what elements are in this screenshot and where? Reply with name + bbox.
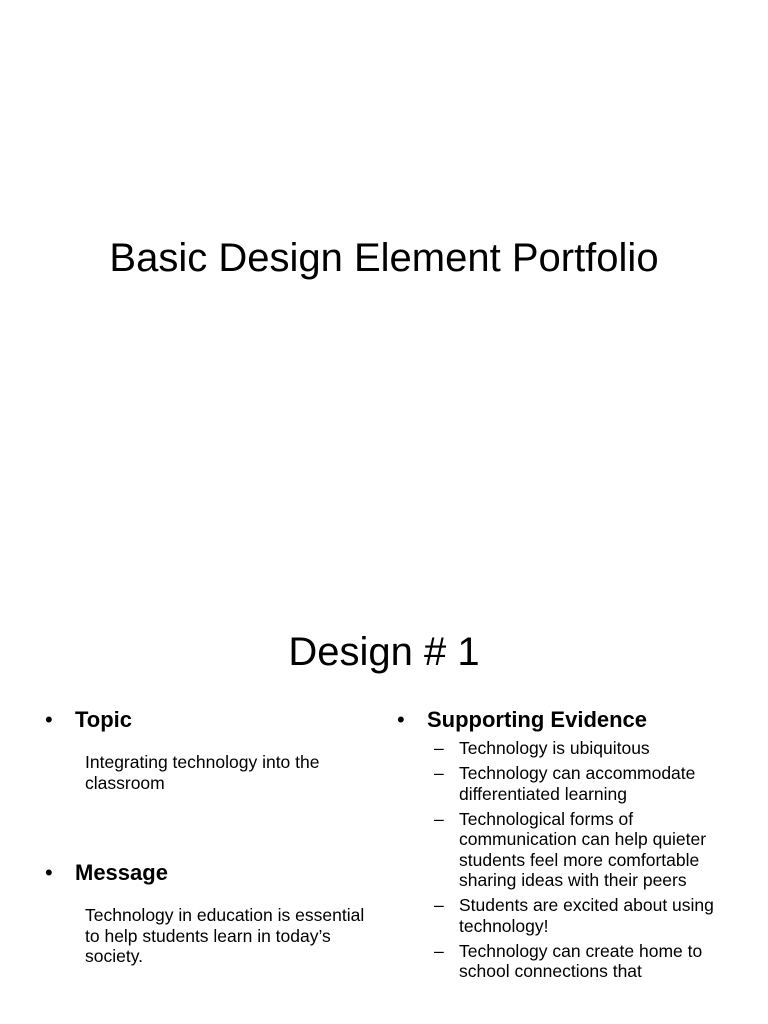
message-bullet [45,859,375,887]
evidence-item-text: Technological forms of communication can help quieter students feel more comfortable sharing ideas with their peers [459,808,707,890]
message-text: Technology in education is essential to help students learn in today’s society. [85,905,365,966]
evidence-item [397,738,727,759]
dash-icon: – [434,895,444,915]
left-column [45,706,375,967]
slide-1-title: Basic Design Element Portfolio [109,236,659,280]
supporting-evidence-heading: Supporting Evidence [427,707,648,732]
evidence-item-text: Technology can create home to school connections that [459,940,703,981]
bullet-icon: • [45,860,53,885]
evidence-item-text: Technology can accommodate differentiated learning [459,763,696,804]
supporting-evidence-bullet [397,706,727,734]
dash-icon: – [434,763,444,783]
slide-2-title: Design # 1 [288,630,480,674]
evidence-item [397,895,727,936]
message-heading: Message [75,860,168,885]
evidence-item-text: Technology is ubiquitous [459,738,650,758]
evidence-item-text: Students are excited about using technology! [459,895,714,936]
topic-heading: Topic [75,707,133,732]
evidence-list [397,738,727,982]
dash-icon: – [434,808,444,829]
dash-icon: – [434,940,444,961]
evidence-item [397,763,727,804]
topic-text: Integrating technology into the classroom [85,752,320,793]
evidence-item [397,809,727,891]
bullet-icon: • [397,707,405,732]
bullet-icon: • [45,707,53,732]
topic-bullet [45,706,375,734]
right-column [397,706,727,986]
dash-icon: – [434,738,444,758]
evidence-item [397,941,727,982]
